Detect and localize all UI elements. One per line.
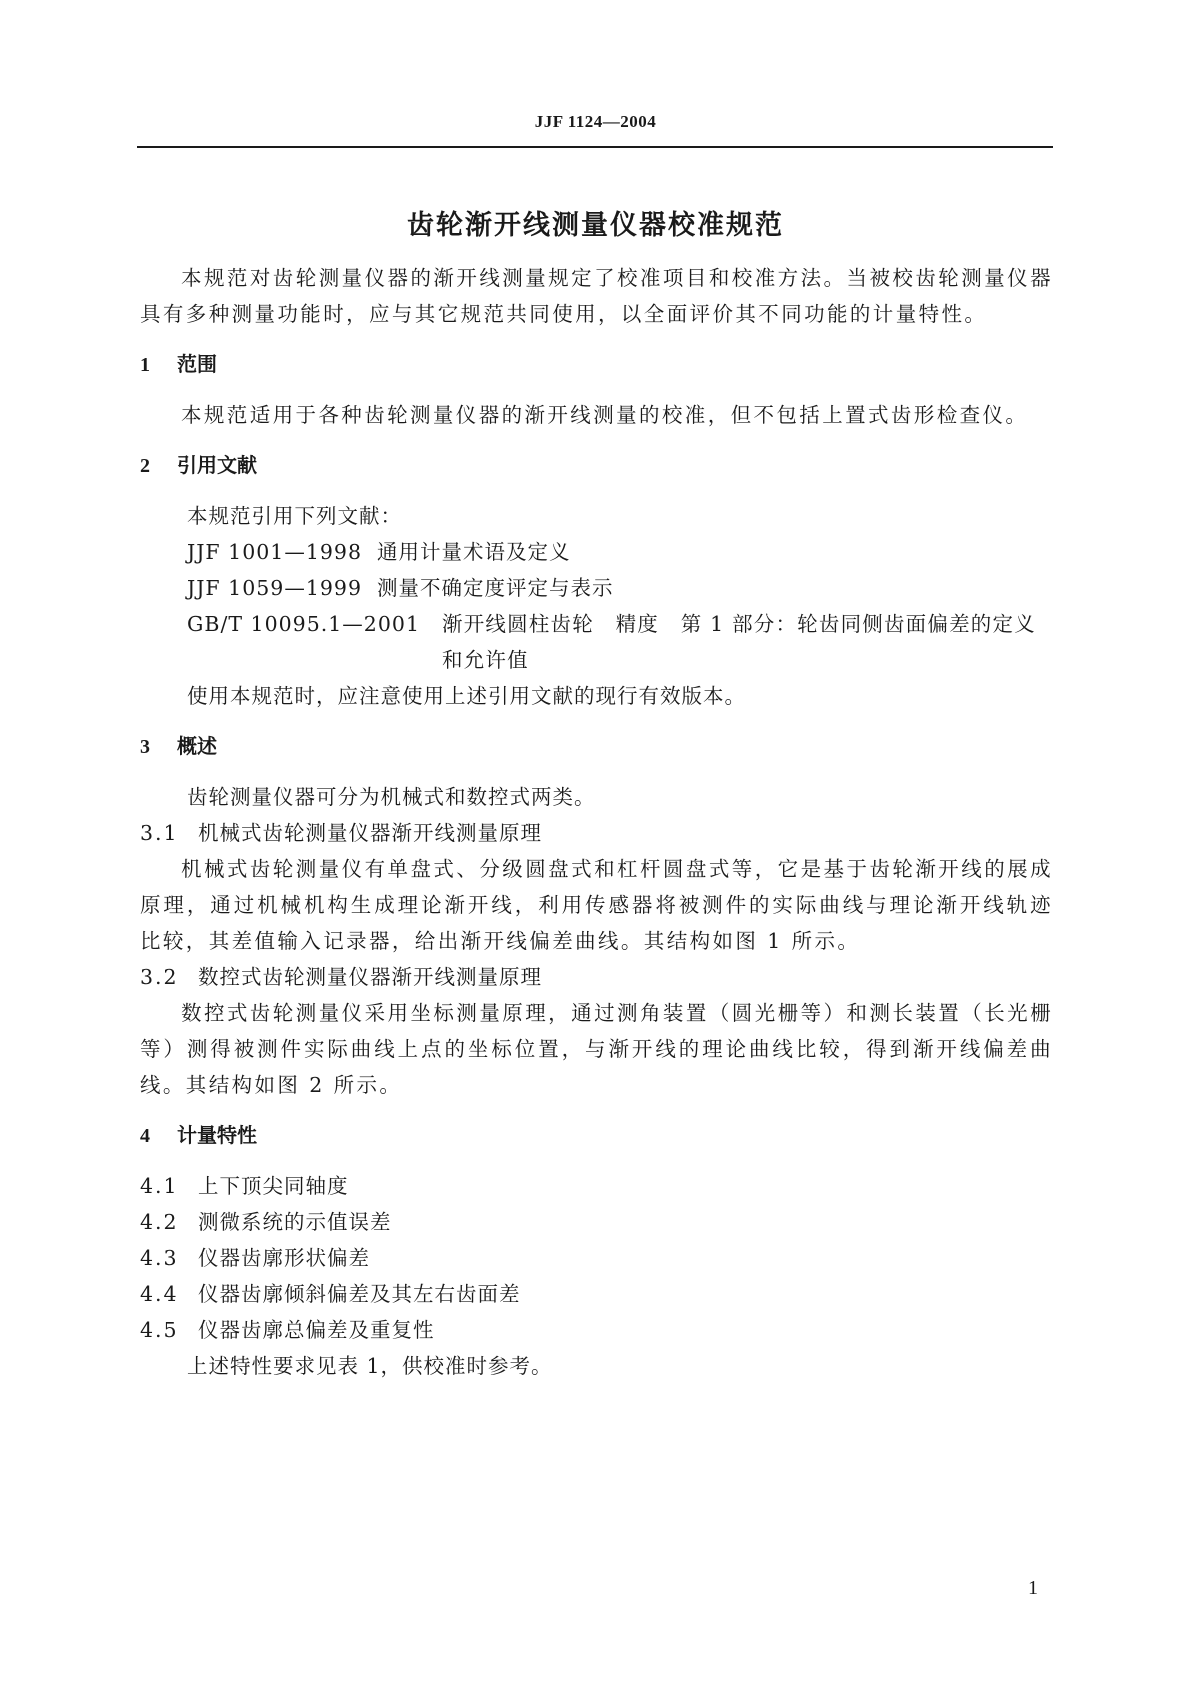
section-number: 1 bbox=[140, 354, 150, 376]
section-number: 2 bbox=[140, 455, 150, 477]
document-body bbox=[140, 260, 1053, 1384]
reference-code: JJF 1001—1998 bbox=[187, 540, 363, 564]
section-2-heading bbox=[140, 447, 1053, 484]
item-title: 仪器齿廓总偏差及重复性 bbox=[198, 1318, 435, 1342]
item-title: 测微系统的示值误差 bbox=[198, 1210, 392, 1234]
reference-title: 通用计量术语及定义 bbox=[377, 540, 571, 564]
section-title: 概述 bbox=[177, 734, 217, 758]
reference-title: 测量不确定度评定与表示 bbox=[377, 576, 614, 600]
section-title: 引用文献 bbox=[177, 453, 257, 477]
page-number: 1 bbox=[1028, 1577, 1038, 1599]
subsection-heading bbox=[140, 959, 1053, 995]
reference-code: JJF 1059—1999 bbox=[187, 576, 363, 600]
section-4-note: 上述特性要求见表 1，供校准时参考。 bbox=[187, 1354, 553, 1378]
item-number: 4.1 bbox=[140, 1174, 179, 1198]
list-item bbox=[140, 1312, 1053, 1348]
subsection-title: 数控式齿轮测量仪器渐开线测量原理 bbox=[198, 965, 542, 989]
header-rule bbox=[137, 146, 1053, 148]
reference-item bbox=[140, 570, 1053, 606]
subsection-number: 3.2 bbox=[140, 965, 179, 989]
item-number: 4.2 bbox=[140, 1210, 179, 1234]
references-note: 使用本规范时，应注意使用上述引用文献的现行有效版本。 bbox=[187, 684, 746, 708]
reference-title: 渐开线圆柱齿轮 精度 第 1 部分：轮齿同侧齿面偏差的定义和允许值 bbox=[442, 612, 1036, 672]
item-number: 4.4 bbox=[140, 1282, 179, 1306]
section-number: 3 bbox=[140, 736, 150, 758]
section-number: 4 bbox=[140, 1125, 150, 1147]
item-title: 上下顶尖同轴度 bbox=[198, 1174, 349, 1198]
section-title: 计量特性 bbox=[177, 1123, 257, 1147]
intro-paragraph: 本规范对齿轮测量仪器的渐开线测量规定了校准项目和校准方法。当被校齿轮测量仪器具有多种测量功能时，应与其它规范共同使用，以全面评价其不同功能的计量特性。 bbox=[140, 266, 1053, 326]
section-3-heading bbox=[140, 728, 1053, 765]
item-number: 4.3 bbox=[140, 1246, 179, 1270]
item-title: 仪器齿廓倾斜偏差及其左右齿面差 bbox=[198, 1282, 521, 1306]
document-title: 齿轮渐开线测量仪器校准规范 bbox=[407, 210, 784, 241]
subsection-body: 机械式齿轮测量仪有单盘式、分级圆盘式和杠杆圆盘式等，它是基于齿轮渐开线的展成原理，通过机械机构生成理论渐开线，利用传感器将被测件的实际曲线与理论渐开线轨迹比较，其差值输入记录器，给出渐开线偏差曲线。其结构如图 1 所示。 bbox=[140, 857, 1053, 953]
reference-item bbox=[140, 534, 1053, 570]
reference-code: GB/T 10095.1—2001 bbox=[187, 612, 420, 636]
section-title: 范围 bbox=[177, 352, 217, 376]
list-item bbox=[140, 1276, 1053, 1312]
subsection-title: 机械式齿轮测量仪器渐开线测量原理 bbox=[198, 821, 542, 845]
subsection-number: 3.1 bbox=[140, 821, 179, 845]
item-title: 仪器齿廓形状偏差 bbox=[198, 1246, 370, 1270]
section-3-lead: 齿轮测量仪器可分为机械式和数控式两类。 bbox=[187, 785, 596, 809]
subsection-body: 数控式齿轮测量仪采用坐标测量原理，通过测角装置（圆光栅等）和测长装置（长光栅等）测得被测件实际曲线上点的坐标位置，与渐开线的理论曲线比较，得到渐开线偏差曲线。其结构如图 2 所示。 bbox=[140, 1001, 1053, 1097]
section-4-heading bbox=[140, 1117, 1053, 1154]
section-1-heading bbox=[140, 346, 1053, 383]
document-code-header: JJF 1124—2004 bbox=[534, 112, 657, 131]
list-item bbox=[140, 1240, 1053, 1276]
list-item bbox=[140, 1168, 1053, 1204]
reference-item bbox=[140, 606, 1053, 678]
section-1-body: 本规范适用于各种齿轮测量仪器的渐开线测量的校准，但不包括上置式齿形检查仪。 bbox=[181, 403, 1029, 427]
list-item bbox=[140, 1204, 1053, 1240]
subsection-heading bbox=[140, 815, 1053, 851]
item-number: 4.5 bbox=[140, 1318, 179, 1342]
references-lead: 本规范引用下列文献： bbox=[187, 504, 402, 528]
